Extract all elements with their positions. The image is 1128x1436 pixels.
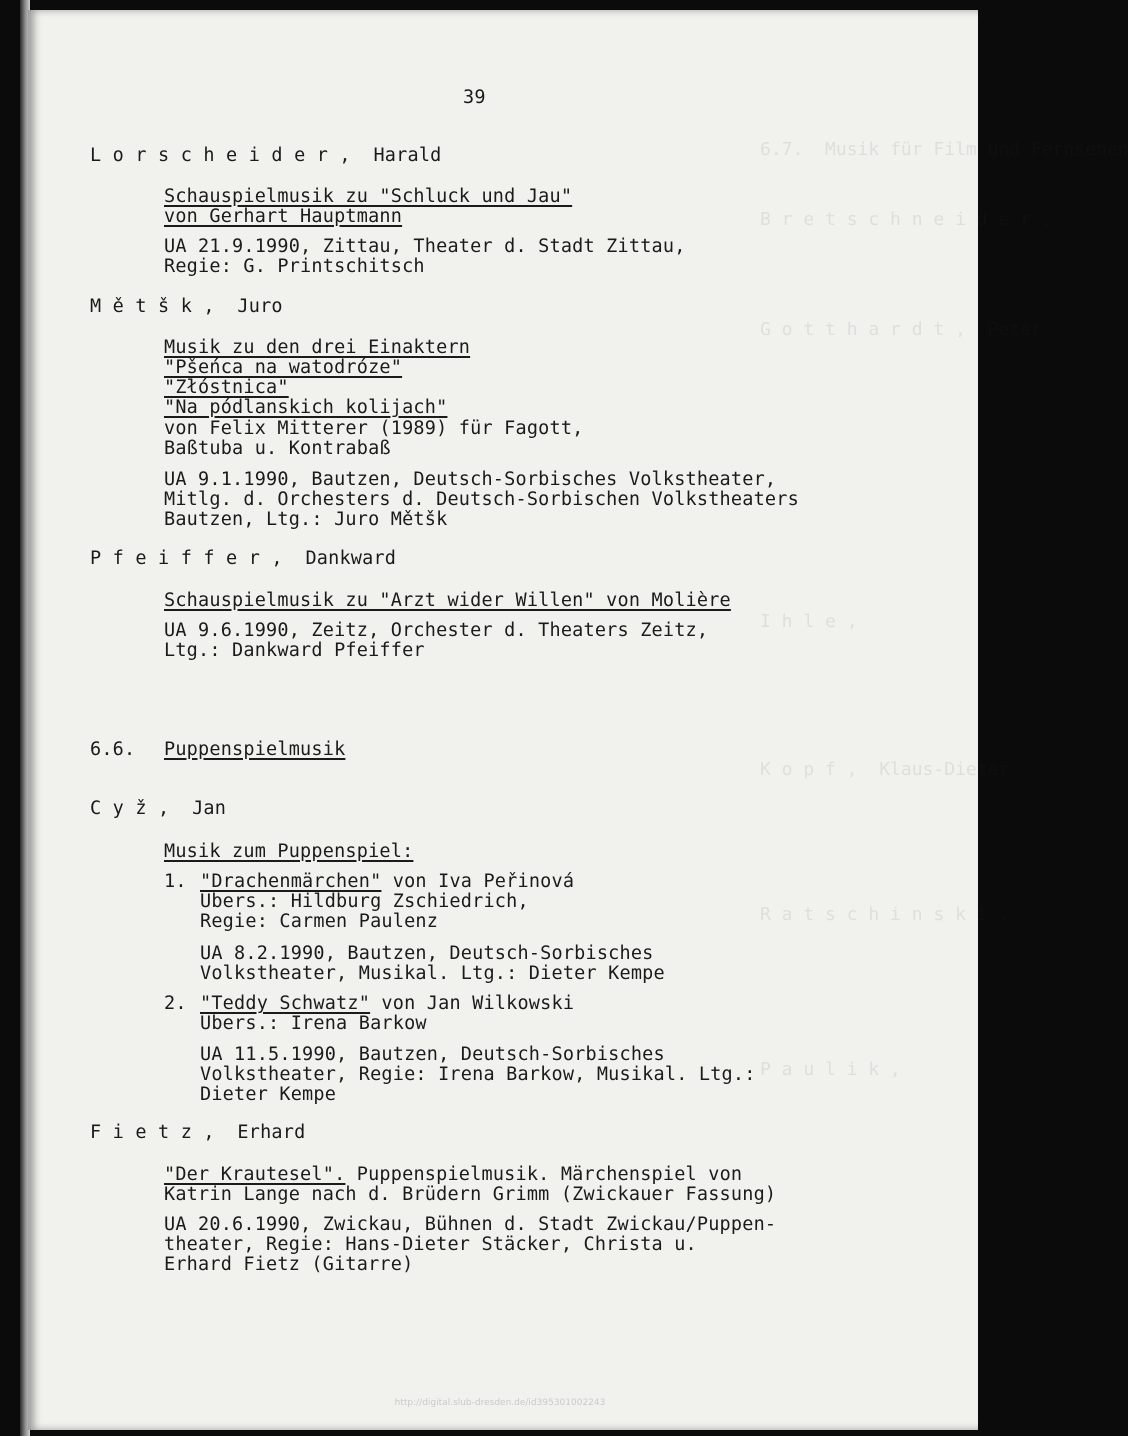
work-credits: Regie: Carmen Paulenz	[200, 911, 439, 932]
work-title: Musik zu den drei Einaktern	[164, 337, 471, 358]
work-title: Schauspielmusik zu "Arzt wider Willen" von Molière	[164, 590, 731, 611]
show-through-line: P a u l i k ,	[760, 1059, 901, 1080]
composer-heading	[90, 146, 442, 166]
composer-firstname: Dankward	[305, 548, 397, 569]
composer-surname: L o r s c h e i d e r ,	[90, 145, 351, 166]
work-title: "Teddy Schwatz"	[200, 993, 371, 1014]
composer-firstname: Harald	[373, 145, 442, 166]
performance-info: UA 9.6.1990, Zeitz, Orchester d. Theaters Zeitz,	[164, 620, 709, 641]
work-credits: Übers.: Irena Barkow	[200, 1013, 427, 1034]
performance-info: Ltg.: Dankward Pfeiffer	[164, 640, 425, 661]
performance-info: Regie: G. Printschitsch	[164, 256, 425, 277]
composer-surname: P f e i f f e r ,	[90, 548, 283, 569]
work-credits: Übers.: Hildburg Zschiedrich,	[200, 891, 529, 912]
work-title: "Der Krautesel".	[164, 1164, 346, 1185]
work-title: "Na pódlanskich kolijach"	[164, 397, 448, 418]
work-line	[164, 1165, 742, 1185]
composer-firstname: Jan	[192, 798, 227, 819]
work-title: "Drachenmärchen"	[200, 871, 382, 892]
performance-info: UA 11.5.1990, Bautzen, Deutsch-Sorbisches	[200, 1044, 665, 1065]
work-title: von Gerhart Hauptmann	[164, 206, 403, 227]
performance-info: Volkstheater, Regie: Irena Barkow, Musikal. Ltg.:	[200, 1064, 756, 1085]
performance-info: Volkstheater, Musikal. Ltg.: Dieter Kempe	[200, 963, 665, 984]
section-title: Puppenspielmusik	[164, 739, 346, 760]
performance-info: UA 8.2.1990, Bautzen, Deutsch-Sorbisches	[200, 943, 654, 964]
work-description: Katrin Lange nach d. Brüdern Grimm (Zwickauer Fassung)	[164, 1184, 777, 1205]
work-title: "Pšeńca na watodróze"	[164, 357, 403, 378]
list-item-title	[200, 994, 574, 1014]
performance-info: UA 21.9.1990, Zittau, Theater d. Stadt Zittau,	[164, 236, 686, 257]
show-through-line: I h l e ,	[760, 611, 858, 632]
work-description: von Felix Mitterer (1989) für Fagott,	[164, 418, 584, 439]
performance-info: UA 20.6.1990, Zwickau, Bühnen d. Stadt Zwickau/Puppen-	[164, 1214, 777, 1235]
composer-firstname: Erhard	[237, 1122, 306, 1143]
composer-heading	[90, 799, 226, 819]
performance-info: Dieter Kempe	[200, 1084, 337, 1105]
performance-info: Mitlg. d. Orchesters d. Deutsch-Sorbischen Volkstheaters	[164, 489, 799, 510]
section-number: 6.6.	[90, 739, 136, 760]
list-item-number: 2.	[164, 993, 187, 1014]
work-title: "Złóstnica"	[164, 377, 289, 398]
work-author: von Jan Wilkowski	[370, 993, 575, 1014]
work-author: von Iva Peřinová	[381, 871, 575, 892]
performance-info: UA 9.1.1990, Bautzen, Deutsch-Sorbisches Volkstheater,	[164, 469, 777, 490]
work-title: Schauspielmusik zu "Schluck und Jau"	[164, 186, 573, 207]
list-item-title	[200, 872, 574, 892]
source-url: http://digital.slub-dresden.de/id395301002243	[394, 1398, 606, 1408]
composer-heading	[90, 549, 396, 569]
composer-surname: M ě t š k ,	[90, 296, 215, 317]
composer-surname: F i e t z ,	[90, 1122, 215, 1143]
show-through-line: R a t s c h i n s k i ,	[760, 904, 1010, 925]
work-heading: Musik zum Puppenspiel:	[164, 841, 414, 862]
work-description: Puppenspielmusik. Märchenspiel von	[345, 1164, 743, 1185]
composer-firstname: Juro	[237, 296, 283, 317]
performance-info: Erhard Fietz (Gitarre)	[164, 1254, 414, 1275]
page-number: 39	[463, 87, 486, 108]
composer-heading	[90, 1123, 305, 1143]
work-description: Baßtuba u. Kontrabaß	[164, 438, 391, 459]
show-through-line: K o p f , Klaus-Dieter	[760, 759, 1010, 780]
composer-surname: C y ž ,	[90, 798, 170, 819]
list-item-number: 1.	[164, 871, 187, 892]
composer-heading	[90, 297, 283, 317]
performance-info: theater, Regie: Hans-Dieter Stäcker, Christa u.	[164, 1234, 697, 1255]
performance-info: Bautzen, Ltg.: Juro Mětšk	[164, 509, 448, 530]
show-through-line: G o t t h a r d t , Peter	[760, 319, 1042, 340]
show-through-line: B r e t s c h n e i d e r ,	[760, 209, 1053, 230]
show-through-line: 6.7. Musik für Film und Fernsehen	[760, 139, 1128, 160]
